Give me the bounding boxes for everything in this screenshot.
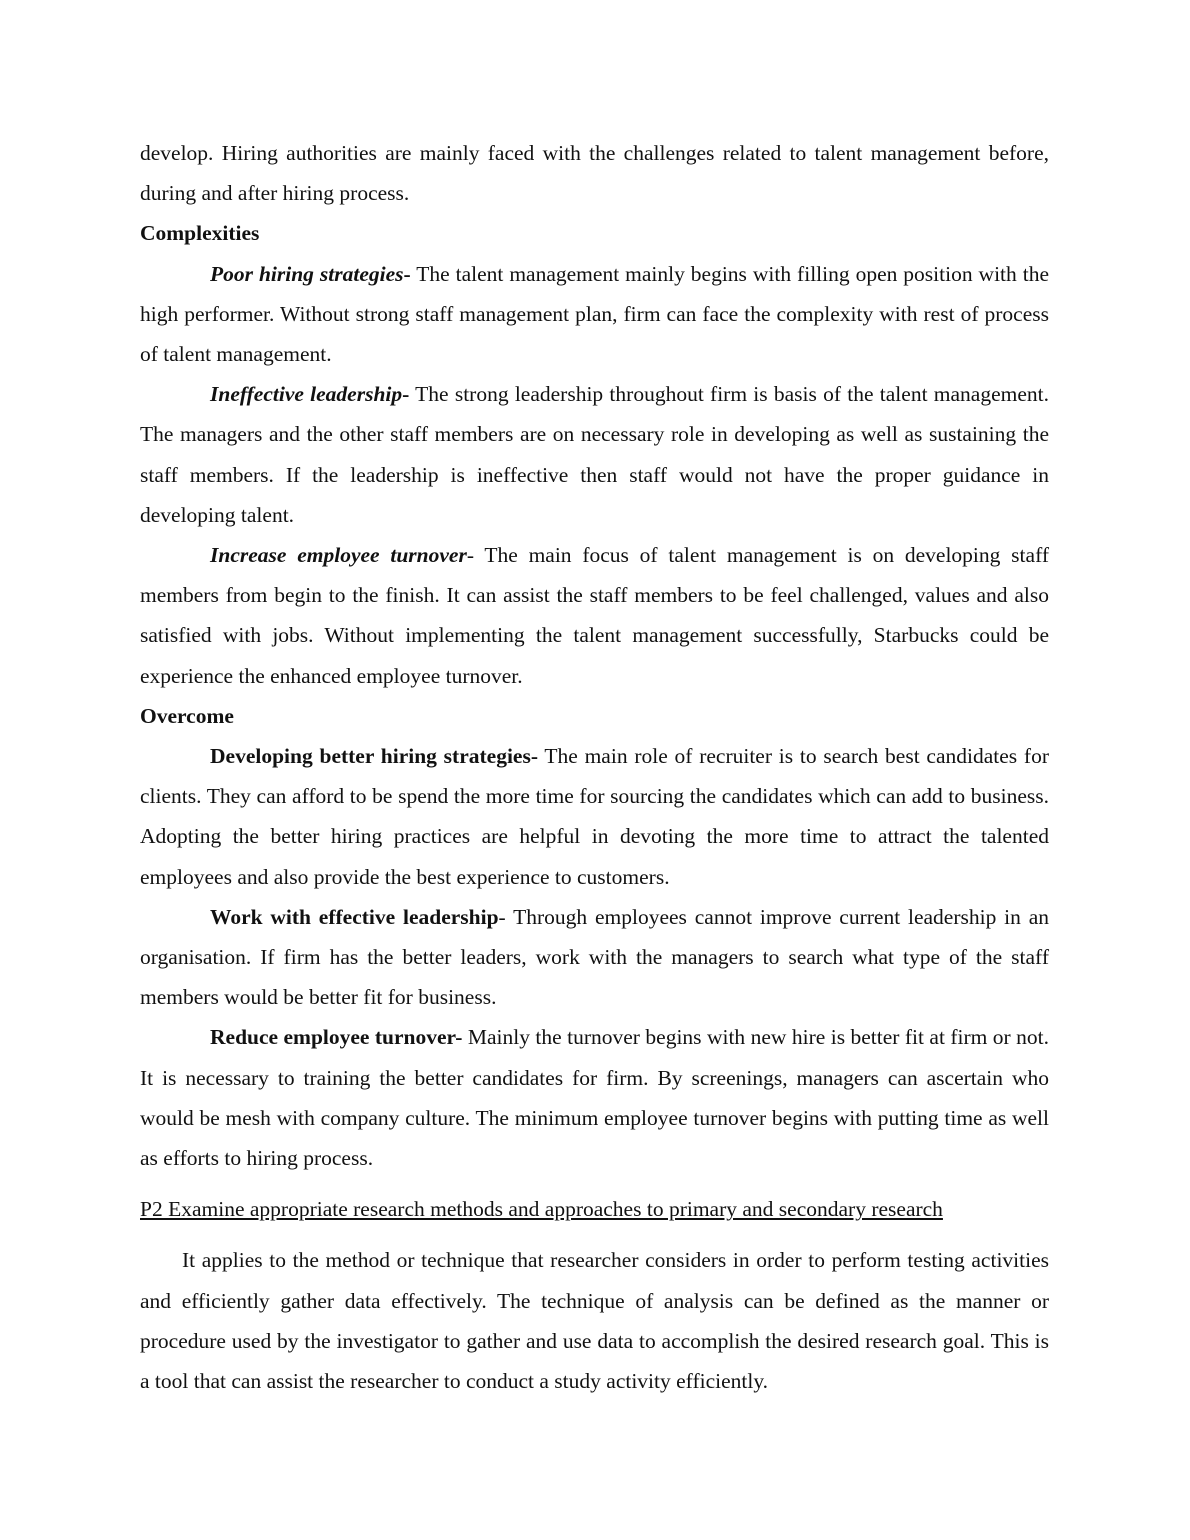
overcome-item bbox=[140, 736, 1049, 897]
term-separator: - bbox=[403, 261, 411, 286]
term-separator: - bbox=[466, 543, 474, 568]
overcome-heading: Overcome bbox=[140, 703, 234, 728]
term-separator: - bbox=[402, 382, 410, 407]
overcome-item bbox=[140, 897, 1049, 1018]
overcome-term: Reduce employee turnover- bbox=[210, 1025, 463, 1050]
complexity-text: The strong leadership throughout firm is basis of the talent management. The managers and the other staff members are on necessary role in developing as well as sustaining the staff members. If the leadership is ineffective then staff would not have the proper guidance in developing talent. bbox=[140, 382, 1050, 527]
complexity-term: Poor hiring strategies bbox=[210, 261, 404, 286]
overcome-text: - Through employees cannot improve current leadership in an organisation. If firm has the better leaders, work with the managers to search what type of the staff members would be better fit for business. bbox=[140, 904, 1049, 1010]
complexity-text: The main focus of talent management is on developing staff members from begin to the finish. It can assist the staff members to be feel challenged, values and also satisfied with jobs. Without implementing the talent management successfully, Starbucks could be experience the enhanced employee turnover. bbox=[140, 543, 1049, 688]
overcome-item bbox=[140, 1017, 1049, 1178]
document-page bbox=[140, 133, 1049, 1401]
intro-paragraph: develop. Hiring authorities are mainly faced with the challenges related to talent management before, during and after hiring process. bbox=[140, 141, 1049, 206]
complexity-text: The talent management mainly begins with filling open position with the high performer. Without strong staff management plan, firm can face the complexity with rest of process of talent management. bbox=[140, 261, 1049, 367]
overcome-text: The main role of recruiter is to search best candidates for clients. They can afford to be spend the more time for sourcing the candidates which can add to business. Adopting the better hiring practices are helpful in devoting the more time to attract the talented employees and also provide the best experience to customers. bbox=[140, 744, 1049, 889]
overcome-text: Mainly the turnover begins with new hire is better fit at firm or not. It is necessary to training the better candidates for firm. By screenings, managers can ascertain who would be mesh with company culture. The minimum employee turnover begins with putting time as well as efforts to hiring process. bbox=[140, 1025, 1049, 1171]
overcome-term: Developing better hiring strategies- bbox=[210, 744, 539, 769]
complexity-term: Increase employee turnover bbox=[210, 543, 467, 568]
complexity-item bbox=[140, 535, 1049, 696]
complexity-item bbox=[140, 254, 1049, 375]
complexity-term: Ineffective leadership bbox=[210, 382, 403, 407]
overcome-term: Work with effective leadership bbox=[210, 904, 499, 929]
section-body: It applies to the method or technique that researcher considers in order to perform testing activities and efficiently gather data effectively. The technique of analysis can be defined as the manner or procedure used by the investigator to gather and use data to accomplish the desired research goal. This is a tool that can assist the researcher to conduct a study activity efficiently. bbox=[140, 1248, 1049, 1394]
complexity-item bbox=[140, 374, 1049, 535]
section-title: P2 Examine appropriate research methods and approaches to primary and secondary research bbox=[140, 1197, 943, 1222]
complexities-heading: Complexities bbox=[140, 221, 260, 246]
